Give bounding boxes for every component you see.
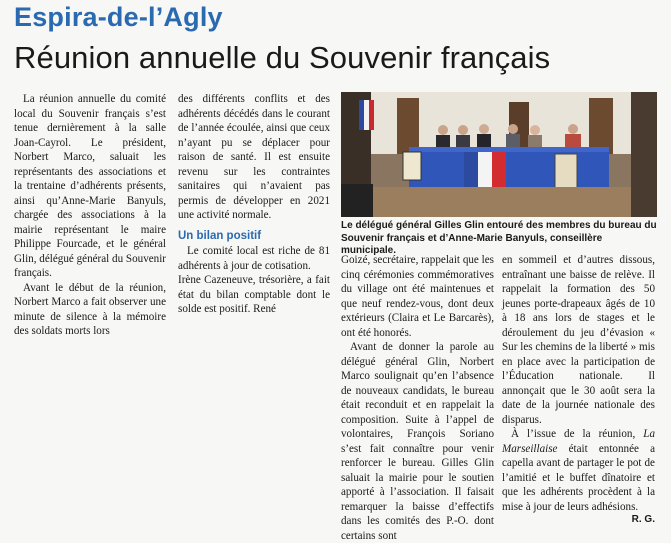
paragraph: La réunion annuelle du comité local du Souvenir français s’est tenue dernièrement à la salle Joan-Cayrol. Le président, Norbert Marco, saluait les représentants des associations et la trentaine d’adhérents présents, ainsi qu’Anne-Marie Banyuls, chargée des associations à la mairie représentant le maire Philippe Fourcade, et le général Glin, délégué général du Souvenir français. xyxy=(14,93,166,279)
photo-caption: Le délégué général Gilles Glin entouré des membres du bureau du Souvenir français et d’Anne-Marie Banyuls, conseillère municipale. xyxy=(341,220,657,256)
paragraph xyxy=(502,427,655,514)
author-signature: R. G. xyxy=(631,514,655,525)
paragraph: Goizé, secrétaire, rappelait que les cinq cérémonies commémoratives du village ont été maintenues et que neuf rendez-vous, dont deux extérieurs (Claira et Le Barcarès), ont été honorés. xyxy=(341,254,494,339)
article-column-1 xyxy=(14,92,166,339)
section-kicker: Espira-de-l’Agly xyxy=(14,2,223,32)
paragraph: Avant le début de la réunion, Norbert Marco a fait observer une minute de silence à la mémoire des soldats morts lors xyxy=(14,281,166,337)
subheading: Un bilan positif xyxy=(178,229,262,242)
song-title: La Marseillaise xyxy=(502,428,655,455)
article-photo xyxy=(341,92,657,217)
paragraph: Le comité local est riche de 81 adhérents à jour de cotisation. xyxy=(178,245,330,272)
text-run: était entonnée a capella avant de partager le pot de l’amitié et le buffet dînatoire et que les adhérents procèdent à la mise à jour de leurs adhésions. xyxy=(502,442,655,513)
article-column-3 xyxy=(341,253,494,543)
text-run: À l’issue de la réunion, xyxy=(511,428,644,440)
paragraph: Irène Cazeneuve, trésorière, a fait état du bilan comptable dont le solde est positif. René xyxy=(178,274,330,315)
meeting-photo-illustration xyxy=(341,92,657,217)
article-column-2 xyxy=(178,92,330,317)
paragraph: des différents conflits et des adhérents décédés dans le courant de l’année écoulée, ainsi que ceux n’ayant pu se déplacer pour raison de santé. Il est ensuite revenu sur les contraintes sanitaires qui n’avaient pas permis de développer en 2021 une activité normale. xyxy=(178,93,330,221)
article-headline: Réunion annuelle du Souvenir français xyxy=(14,40,551,75)
paragraph: Avant de donner la parole au délégué général Glin, Norbert Marco soulignait qu’en l’absence de nouveaux candidats, le bureau était reconduit et en rappelait la composition. Suite à l’appel de volontaires, François Soriano s’est fait connaître pour venir renforcer le bureau. Gilles Glin saluait la mairie pour le soutien apporté à l’association. Il faisait remarquer la baisse d’effectifs dans les comités des P.-O. dont certains sont xyxy=(341,341,494,542)
paragraph: en sommeil et d’autres dissous, entraînant une baisse de relève. Il rappelait la formation des 50 jeunes porte-drapeaux âgés de 10 à 18 ans lors de stages et le déroulement du jeu d’évasion « Sur les chemins de la liberté » mis en place avec la participation de l’Éducation nationale. Il annonçait que le 30 août sera la date de la journée nationale des disparus. xyxy=(502,254,655,426)
article-column-4 xyxy=(502,253,655,514)
